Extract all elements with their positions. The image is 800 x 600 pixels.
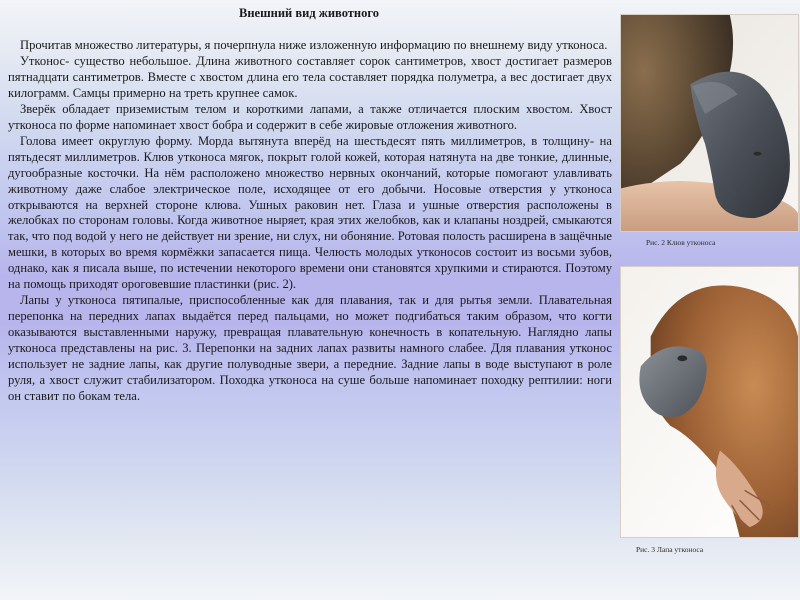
figure-paw-photo (620, 266, 799, 538)
figure-paw-caption: Рис. 3 Лапа утконоса (636, 545, 704, 554)
paragraph-size: Утконос- существо небольшое. Длина животного составляет сорок сантиметров, хвост достигает размеров пятнадцати сантиметров. Вместе с хвостом длина его тела составляет порядка полуметра, а вес достигает двух килограмм. Самцы примерно на треть крупнее самок. (8, 53, 612, 100)
page-heading: Внешний вид животного (239, 6, 379, 20)
figure-beak-caption: Рис. 2 Клюв утконоса (646, 238, 716, 247)
paragraph-body-tail: Зверёк обладает приземистым телом и короткими лапами, а также отличается плоским хвостом. Хвост утконоса по форме напоминает хвост бобра и содержит в себе жировые отложения животного. (8, 101, 612, 132)
figure-beak-photo (620, 14, 799, 232)
article-body (8, 38, 612, 405)
paw-photo-image (621, 267, 798, 537)
beak-photo-image (621, 15, 798, 231)
paragraph-intro: Прочитав множество литературы, я почерпнула ниже изложенную информацию по внешнему виду утконоса. (20, 38, 608, 52)
paragraph-legs: Лапы у утконоса пятипалые, приспособленные как для плавания, так и для рытья земли. Плавательная перепонка на передних лапах выдаётся перед пальцами, но может подгибаться таким образом, что когти оказываются выставленными наружу, превращая плавательную конечность в копательную. Наглядно лапы утконоса представлены на рис. 3. Перепонки на задних лапах развиты намного слабее. Для плавания утконос использует не задние лапы, как другие полуводные звери, а передние. Задние лапы в воде выступают в роле руля, а хвост служит стабилизатором. Походка утконоса на суше больше напоминает походку рептилии: ноги он ставит по бокам тела. (8, 293, 612, 403)
paragraph-head-beak: Голова имеет округлую форму. Морда вытянута вперёд на шестьдесят пять миллиметров, в толщину- на пятьдесят миллиметров. Клюв утконоса мягок, покрыт голой кожей, которая натянута на две тонкие, длинные, дугообразные косточки. На нём расположено множество нервных окончаний, которые помогают улавливать животному даже слабое электрическое поле, исходящее от его добычи. Носовые отверстия у утконоса открываются на верхней стороне клюва. Ушных раковин нет. Глаза и ушные отверстия расположены в желобках по сторонам головы. Когда животное ныряет, края этих желобков, как и клапаны ноздрей, смыкаются так, что под водой у него не действует ни зрение, ни слух, ни обоняние. Ротовая полость расширена в защёчные мешки, в которых во время кормёжки запасается пища. Челюсть молодых утконосов состоит из восьми зубов, однако, как я писала выше, по истечении некоторого времени они становятся хрупкими и стираются. Поэтому на помощь приходят ороговевшие пластинки (рис. 2). (8, 133, 612, 292)
